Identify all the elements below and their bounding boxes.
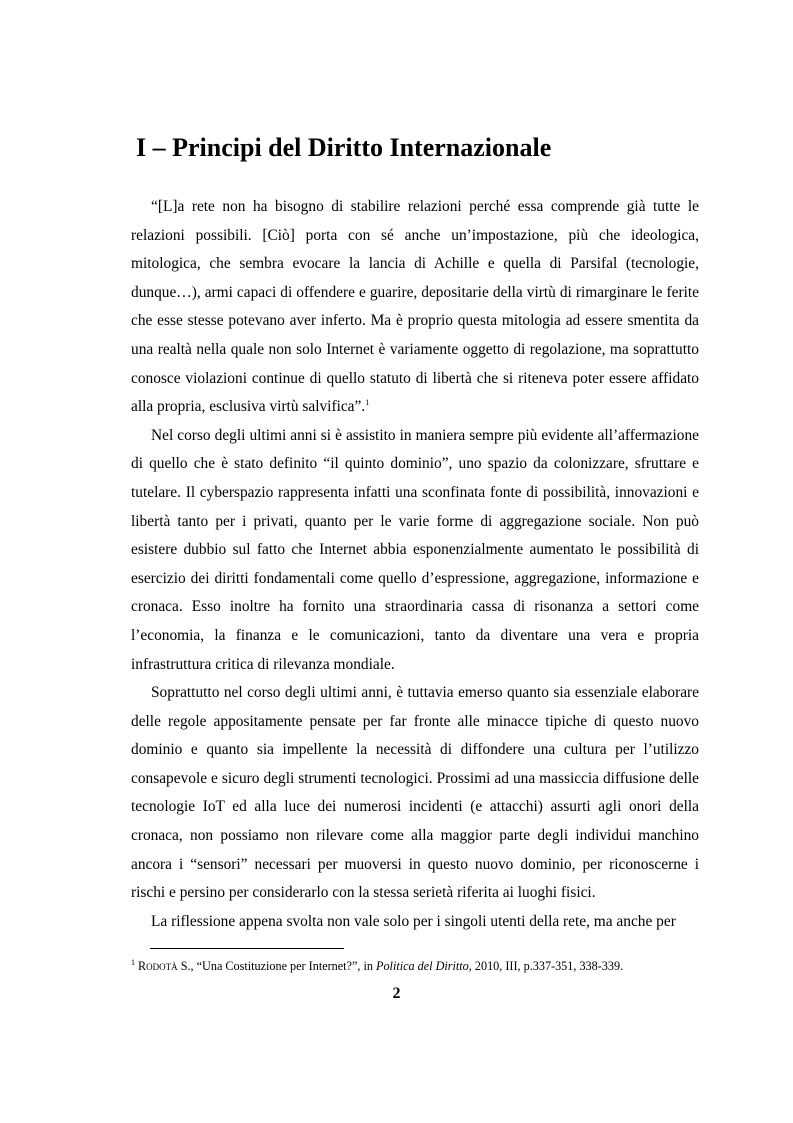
- footnote-reference[interactable]: 1: [365, 398, 370, 408]
- paragraph: Nel corso degli ultimi anni si è assistito in maniera sempre più evidente all’affermazione di quello che è stato definito “il quinto dominio”, uno spazio da colonizzare, sfruttare e tutelare. Il cyberspazio rappresenta infatti una sconfinata fonte di possibilità, innovazioni e libertà tanto per i privati, quanto per le varie forme di aggregazione sociale. Non può esistere dubbio sul fatto che Internet abbia esponenzialmente aumentato le possibilità di esercizio dei diritti fondamentali come quello d’espressione, aggregazione, informazione e cronaca. Esso inoltre ha fornito una straordinaria cassa di risonanza a settori come l’economia, la finanza e le comunicazioni, tanto da diventare una vera e propria infrastruttura critica di rilevanza mondiale.: [131, 426, 699, 673]
- footnote-journal: Politica del Diritto: [376, 959, 469, 973]
- footnote-separator: [150, 948, 344, 949]
- footnote: [131, 957, 699, 975]
- footnote-author: Rodotà S.: [138, 959, 191, 973]
- page-number: 2: [392, 985, 401, 1002]
- footnote-number: 1: [131, 957, 135, 967]
- footnote-text: , “Una Costituzione per Internet?”, in: [190, 959, 377, 973]
- paragraph-text: “[L]a rete non ha bisogno di stabilire relazioni perché essa comprende già tutte le relazioni possibili. [Ciò] porta con sé anche un’impostazione, più che ideologica, mitologica, che sembra evocare la lancia di Achille e quella di Parsifal (tecnologie, dunque…), armi capaci di offendere e guarire, depositarie della virtù di rimarginare le ferite che esse stesse potevano aver inferto. Ma è proprio questa mitologia ad essere smentita da una realtà nella quale non solo Internet è variamente oggetto di regolazione, ma soprattutto conosce violazioni continue di quello statuto di libertà che si riteneva poter essere affidato alla propria, esclusiva virtù salvifica”.: [131, 198, 699, 416]
- paragraph: Soprattutto nel corso degli ultimi anni, è tuttavia emerso quanto sia essenziale elaborare delle regole appositamente pensate per far fronte alle minacce tipiche di questo nuovo dominio e quanto sia impellente la necessità di diffondere una cultura per l’utilizzo consapevole e sicuro degli strumenti tecnologici. Prossimi ad una massiccia diffusione delle tecnologie IoT ed alla luce dei numerosi incidenti (e attacchi) assurti agli onori della cronaca, non possiamo non rilevare come alla maggior parte degli individui manchino ancora i “sensori” necessari per muoversi in questo nuovo dominio, per riconoscerne i rischi e persino per considerarlo con la stessa serietà riferita ai luoghi fisici.: [131, 684, 699, 902]
- footnote-citation: , 2010, III, p.337-351, 338-339.: [468, 959, 624, 973]
- paragraph-quote: [131, 193, 699, 422]
- chapter-title: I – Principi del Diritto Internazionale: [136, 133, 552, 162]
- body-text: [131, 193, 699, 936]
- paragraph: La riflessione appena svolta non vale solo per i singoli utenti della rete, ma anche per: [151, 912, 676, 930]
